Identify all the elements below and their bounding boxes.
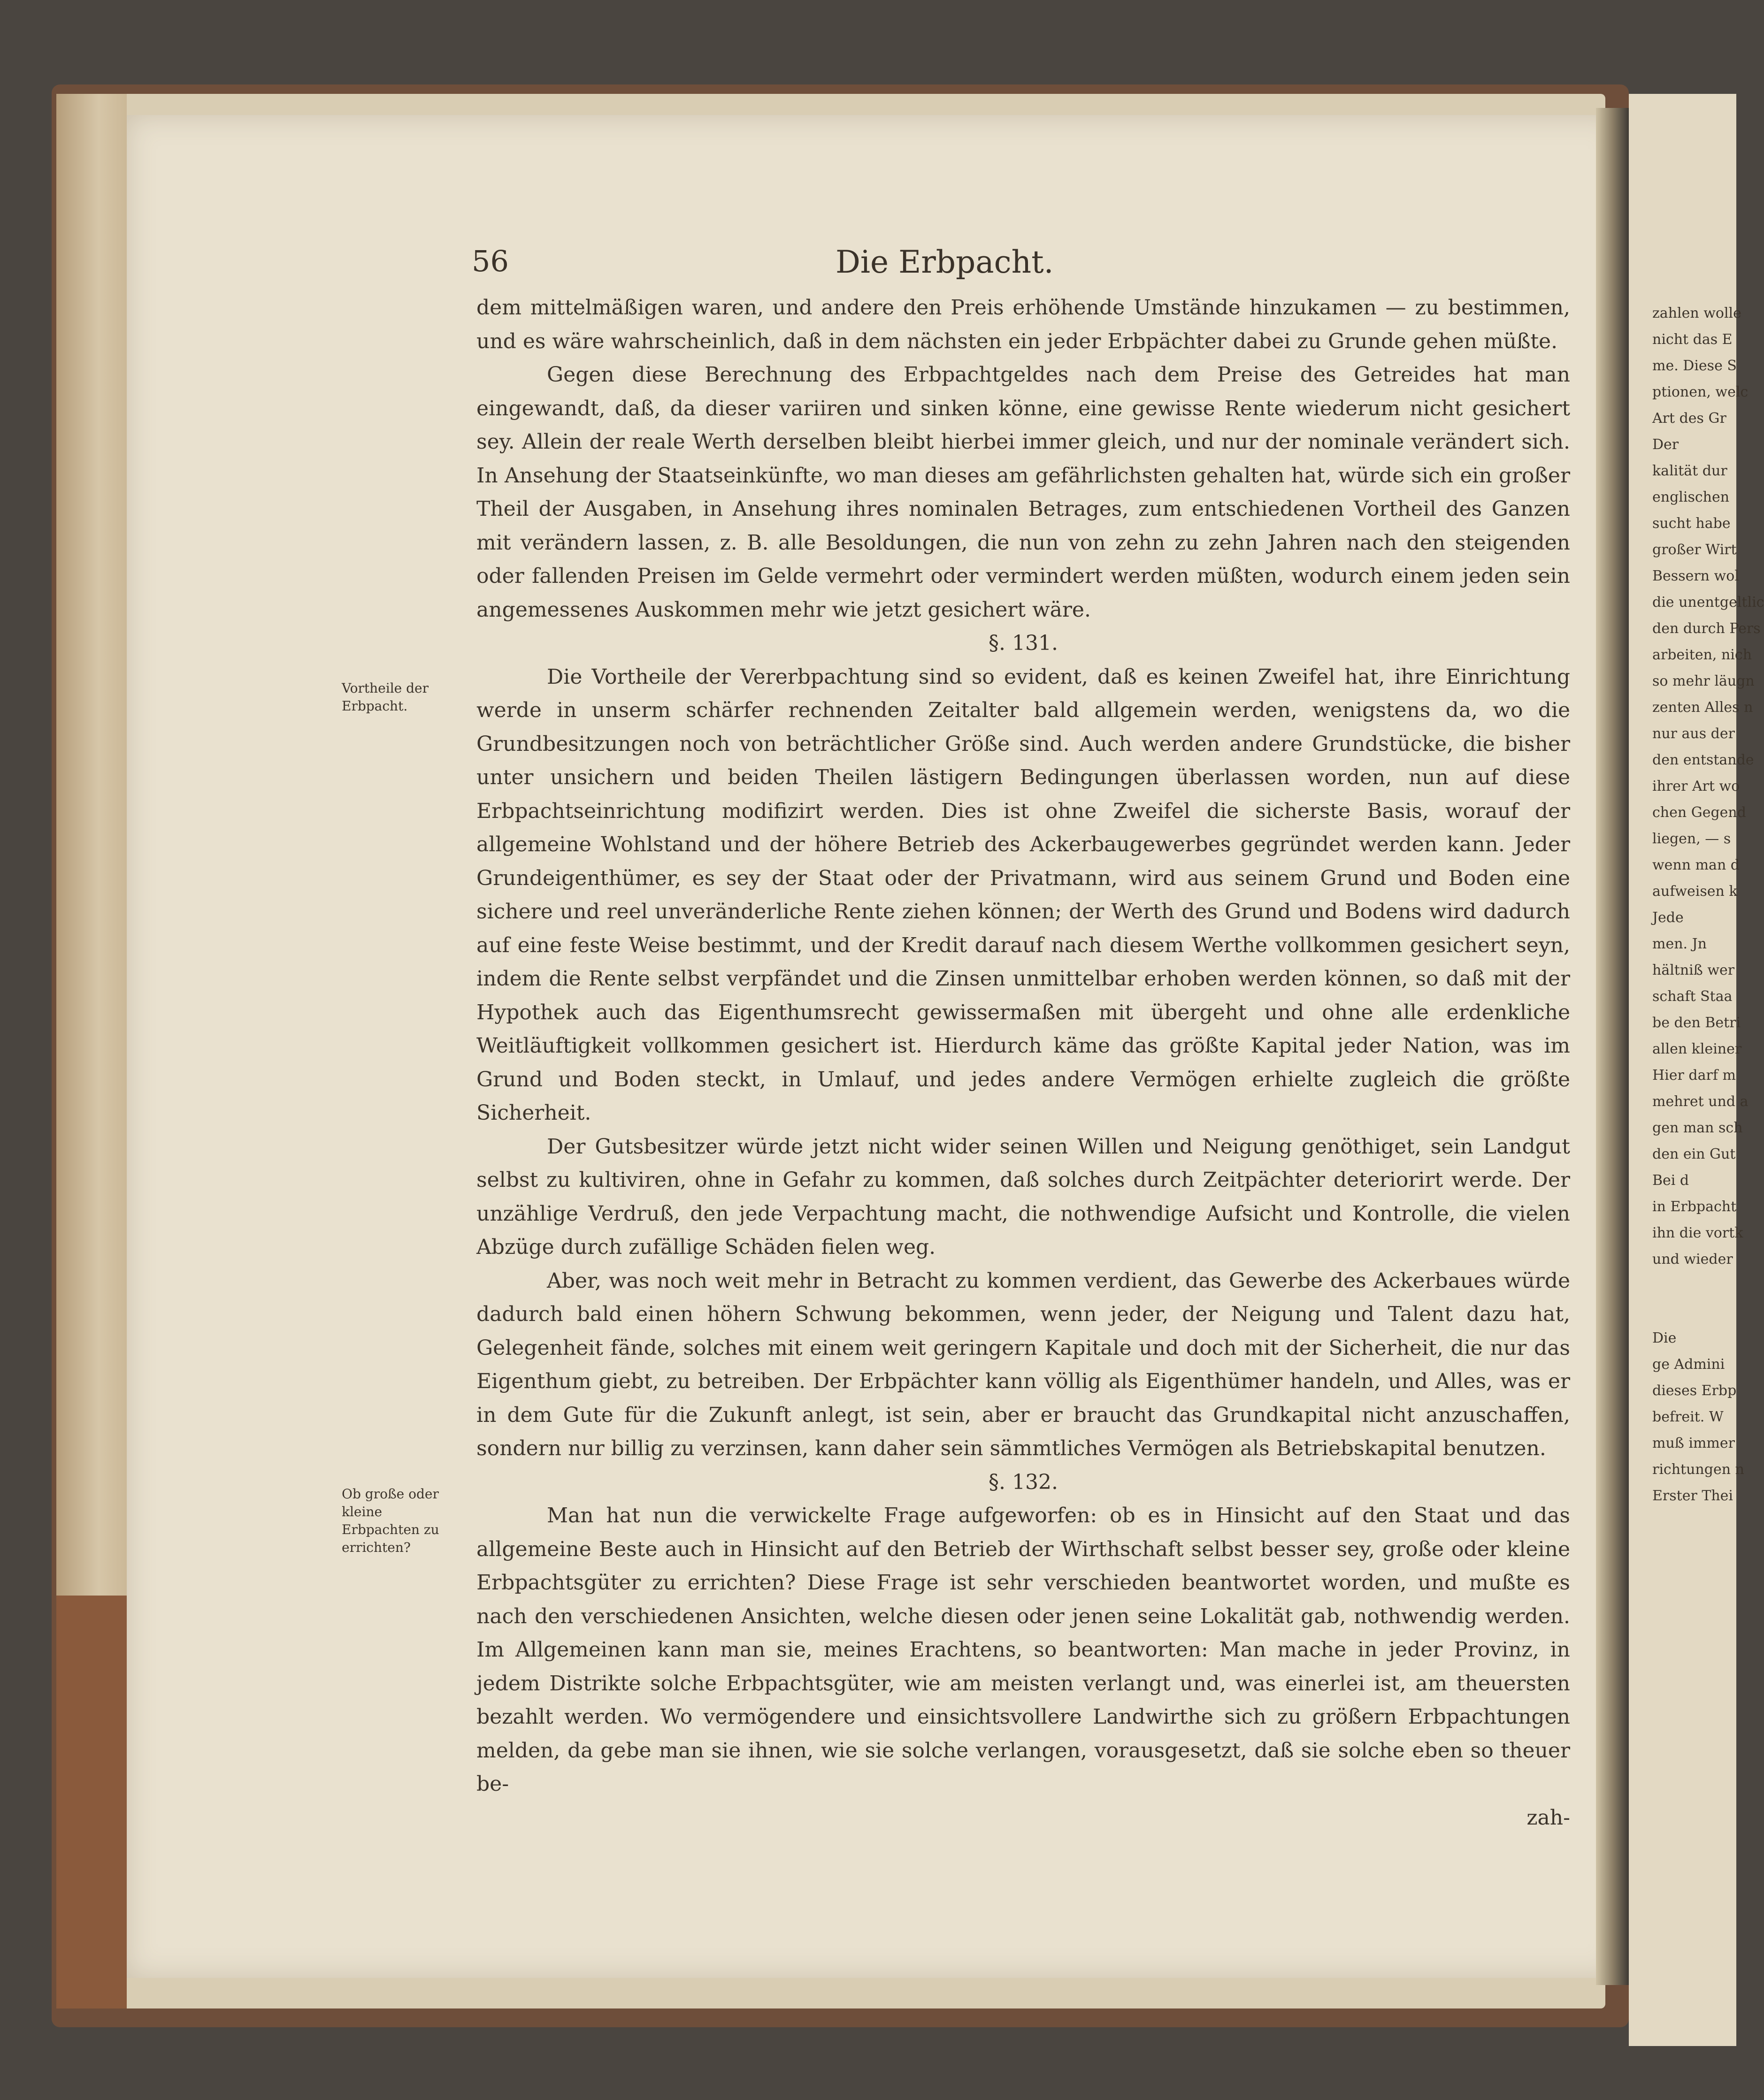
facing-page-line: und wieder (1652, 1251, 1733, 1268)
facing-page-line: in Erbpacht (1652, 1199, 1737, 1215)
paragraph: Die Vortheile der Vererbpachtung sind so evident, daß es keinen Zweifel hat, ihre Einrichtung werde in unserm schärfer rechnenden Zeitalter bald allgemein werden, wenigstens da, wo die Grundbesitzungen noch von beträchtlicher Größe sind. Auch werden andere Grundstücke, die bisher unter unsichern und beiden Theilen lästigern Bedingungen überlassen worden, nun auf diese Erbpachtseinrichtung modifizirt werden. Dies ist ohne Zweifel die sicherste Basis, worauf der allgemeine Wohlstand und der höhere Betrieb des Ackerbaugewerbes gegründet werden kann. Jeder Grundeigenthümer, es sey der Staat oder der Privatmann, wird aus seinem Grund und Boden eine sichere und reel unveränderliche Rente ziehen können; der Werth des Grund und Bodens wird dadurch auf eine feste Weise bestimmt, und der Kredit darauf nach diesem Werthe vollkommen gesichert seyn, indem die Rente selbst verpfändet und die Zinsen unmittelbar erhoben werden können, so daß mit der Hypothek auch das Eigenthumsrecht gewissermaßen mit übergeht und ohne alle erdenkliche Weitläuftigkeit vollkommen gesichert ist. Hierdurch käme das größte Kapital jeder Nation, was im Grund und Boden steckt, in Umlauf, und jedes andere Vermögen erhielte zugleich die größte Sicherheit. (476, 664, 1570, 1125)
facing-page-line: muß immer (1652, 1435, 1735, 1451)
facing-page-line: Erster Thei (1652, 1488, 1733, 1504)
running-title: Die Erbpacht. (836, 244, 1054, 280)
section-heading-131: §. 131. (989, 631, 1058, 655)
paragraph: Aber, was noch weit mehr in Betracht zu kommen verdient, das Gewerbe des Ackerbaues würde dadurch bald einen höhern Schwung bekommen, wenn jeder, der Neigung und Talent dazu hat, Gelegenheit fände, solches mit einem weit geringern Kapitale und doch mit der Sicherheit, die nur das Eigenthum giebt, zu betreiben. Der Erbpächter kann völlig als Eigenthümer handeln, und Alles, was er in dem Gute für die Zukunft anlegt, ist sein, aber er braucht das Grundkapital nicht anzuschaffen, sondern nur billig zu verzinsen, kann daher sein sämmtliches Vermögen als Betriebskapital benutzen. (476, 1268, 1570, 1460)
main-text (476, 291, 1570, 1834)
book-gutter (1596, 108, 1629, 1985)
facing-page-line: ge Admini (1652, 1356, 1725, 1373)
facing-page-line: Bei d (1652, 1172, 1689, 1189)
facing-page-line: richtungen n (1652, 1461, 1744, 1478)
facing-page-line: ihrer Art wo (1652, 778, 1740, 794)
facing-page-line: zenten Alles n (1652, 699, 1753, 716)
facing-page-line: Der (1652, 436, 1679, 453)
facing-page-line: den ein Gut (1652, 1146, 1736, 1162)
facing-page-line: befreit. W (1652, 1409, 1724, 1425)
paragraph: Gegen diese Berechnung des Erbpachtgeldes nach dem Preise des Getreides hat man eingewandt, daß, da dieser variiren und sinken könne, eine gewisse Rente wiederum nicht gesichert sey. Allein der reale Werth derselben bleibt hierbei immer gleich, und nur der nominale verändert sich. In Ansehung der Staatseinkünfte, wo man dieses am gefährlichsten gehalten hat, würde sich ein großer Theil der Ausgaben, in Ansehung ihres nominalen Betrages, zum entschiedenen Vortheil des Ganzen mit verändern lassen, z. B. alle Besoldungen, die nun von zehn zu zehn Jahren nach den steigenden oder fallenden Preisen im Gelde vermehrt oder vermindert werden müßten, wodurch einem jeden sein angemessenes Auskommen mehr wie jetzt gesichert wäre. (476, 363, 1570, 622)
facing-page-line: den durch Pers (1652, 620, 1761, 637)
paragraph-continuation: dem mittelmäßigen waren, und andere den Preis erhöhende Umstände hinzukamen — zu bestimmen, und es wäre wahrscheinlich, daß in dem nächsten ein jeder Erbpächter dabei zu Grunde gehen müßte. (476, 296, 1570, 353)
facing-page-text (1652, 300, 1764, 1509)
facing-page-line (1652, 1299, 1736, 1325)
facing-page-line: englischen (1652, 489, 1730, 505)
facing-page-line: me. Diese S (1652, 358, 1737, 374)
paragraph: Der Gutsbesitzer würde jetzt nicht wider seinen Willen und Neigung genöthiget, sein Landgut selbst zu kultiviren, ohne in Gefahr zu kommen, daß solches durch Zeitpächter deteriorirt werde. Der unzählige Verdruß, den jede Verpachtung macht, die nothwendige Aufsicht und Kontrolle, die vielen Abzüge durch zufällige Schäden fielen weg. (476, 1134, 1570, 1259)
facing-page-line: aufweisen k (1652, 883, 1738, 900)
facing-page-line: liegen, — s (1652, 831, 1731, 847)
section-heading-132: §. 132. (989, 1470, 1058, 1494)
facing-page-line: nur aus der (1652, 725, 1735, 742)
facing-page-line: gen man sch (1652, 1120, 1743, 1136)
facing-page-line: schaft Staa (1652, 988, 1733, 1005)
facing-page-line: Bessern wol (1652, 568, 1739, 584)
page-number: 56 (472, 244, 509, 278)
facing-page-line: hältniß wer (1652, 962, 1735, 978)
cover-corner (56, 1596, 127, 2008)
facing-page-line: nicht das E (1652, 331, 1733, 348)
facing-page-line: wenn man d (1652, 857, 1740, 873)
facing-page-line: chen Gegend (1652, 804, 1746, 821)
facing-page-line: großer Wirt (1652, 542, 1737, 558)
facing-page-line: so mehr läugn (1652, 673, 1755, 689)
facing-page-line: be den Betri (1652, 1015, 1741, 1031)
facing-page-line: men. Jn (1652, 936, 1707, 952)
facing-page-line: dieses Erbp (1652, 1382, 1737, 1399)
facing-page-line: mehret und a (1652, 1093, 1749, 1110)
facing-page-line: ihn die vortk (1652, 1225, 1743, 1241)
facing-page-line: Art des Gr (1652, 410, 1726, 427)
facing-page-line: Die (1652, 1330, 1677, 1346)
facing-page-line: sucht habe (1652, 515, 1731, 532)
facing-page-line: kalität dur (1652, 463, 1727, 479)
margin-note-advantages: Vortheile der Erbpacht. (342, 680, 429, 714)
facing-page-line: Jede (1652, 909, 1684, 926)
facing-page-line: ptionen, welc (1652, 384, 1749, 400)
facing-page-line: die unentgeltlic (1652, 594, 1764, 611)
margin-note-size-question: Ob große oder kleine Erbpachten zu errichten? (342, 1486, 439, 1555)
facing-page-line: allen kleiner (1652, 1041, 1742, 1057)
facing-page-line: zahlen wolle (1652, 305, 1741, 321)
facing-page-line: Hier darf m (1652, 1067, 1736, 1084)
catchword: zah- (1526, 1805, 1570, 1830)
facing-page-line (1652, 1273, 1736, 1299)
facing-page-line: den entstande (1652, 752, 1754, 768)
facing-page-line: arbeiten, nich (1652, 647, 1752, 663)
paragraph: Man hat nun die verwickelte Frage aufgeworfen: ob es in Hinsicht auf den Staat und das allgemeine Beste auch in Hinsicht auf den Betrieb der Wirthschaft selbst besser sey, große oder kleine Erbpachtsgüter zu errichten? Diese Frage ist sehr verschieden beantwortet worden, und mußte es nach den verschiedenen Ansichten, welche diesen oder jenen seine Lokalität gab, nothwendig werden. Im Allgemeinen kann man sie, meines Erachtens, so beantworten: Man mache in jeder Provinz, in jedem Distrikte solche Erbpachtsgüter, wie am meisten verlangt und, was einerlei ist, am theuersten bezahlt werden. Wo vermögendere und einsichtsvollere Landwirthe sich zu größern Erbpachtungen melden, da gebe man sie ihnen, wie sie solche verlangen, vorausgesetzt, daß sie solche eben so theuer be- (476, 1504, 1570, 1796)
